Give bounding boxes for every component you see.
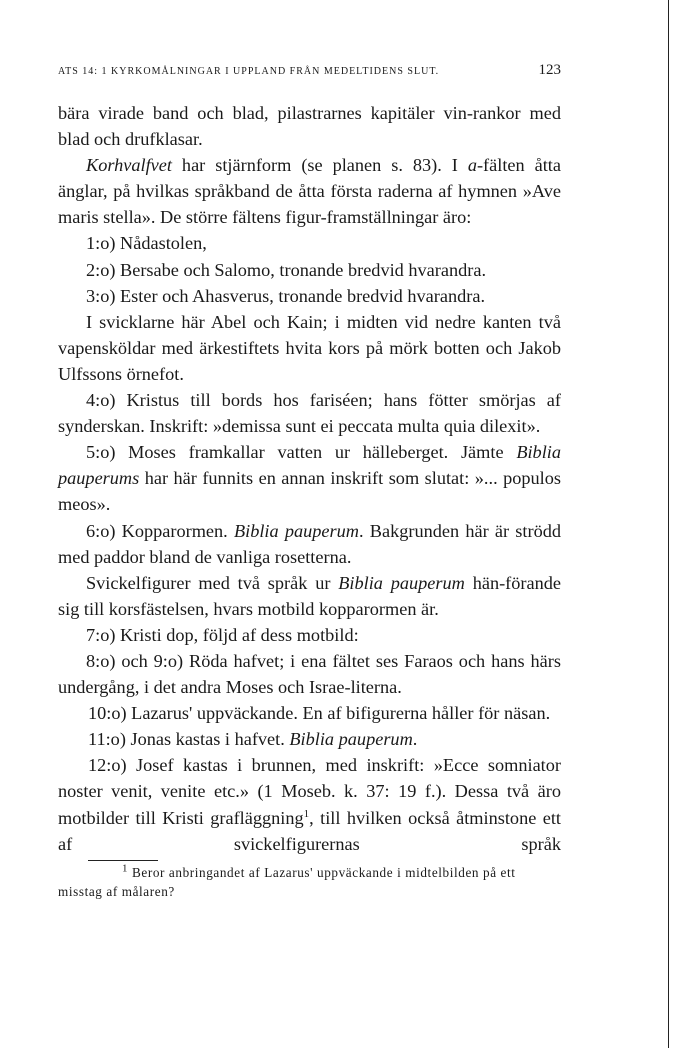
page-edge-rule xyxy=(668,0,669,1048)
footnote-text: Beror anbringandet af Lazarus' uppväckande i midtelbilden på ett misstag af målaren? xyxy=(58,864,516,899)
list-item: 5:o) Moses framkallar vatten ur hälleberget. Jämte Biblia pauperums har här funnits en annan inskrift som slutat: »... populos meos». xyxy=(58,442,561,515)
footnote xyxy=(58,863,561,901)
paragraph: I svicklarne här Abel och Kain; i midten vid nedre kanten två vapensköldar med ärkestiftets hvita kors på mörk botten och Jakob Ulfssons örnefot. xyxy=(58,311,561,384)
paragraph: bära virade band och blad, pilastrarnes kapitäler vin-rankor med blad och drufklasar. xyxy=(58,103,561,150)
list-item: 12:o) Josef kastas i brunnen, med inskrift: »Ecce somniator noster venit, venite etc.» (1 Moseb. k. 37: 19 f.). Dessa två äro motbilder till Kristi grafläggning$^1$, till hvilken också åtminstone ett af svickelfigurernas språk xyxy=(58,755,561,854)
page-number: 123 xyxy=(538,62,561,78)
body-text xyxy=(58,100,561,857)
list-item: 1:o) Nådastolen, xyxy=(86,233,207,254)
italic-term: Korhvalfvet xyxy=(86,155,172,176)
book-page xyxy=(58,62,561,901)
paragraph: Svickelfigurer med två språk ur Biblia pauperum hän-förande sig till korsfästelsen, hvars motbild kopparormen är. xyxy=(58,572,562,619)
italic-title: Biblia pauperum xyxy=(289,729,413,750)
list-item: 8:o) och 9:o) Röda hafvet; i ena fältet ses Faraos och hans härs undergång, i det andra Moses och Israe-literna. xyxy=(58,650,561,698)
footnote-reference: 1 xyxy=(303,807,310,820)
running-title: ATS 14: 1 KYRKOMÅLNINGAR I UPPLAND FRÅN MEDELTIDENS SLUT. xyxy=(58,66,440,77)
list-item: 3:o) Ester och Ahasverus, tronande bredvid hvarandra. xyxy=(86,285,486,306)
list-item: 10:o) Lazarus' uppväckande. En af bifigurerna håller för näsan. xyxy=(88,703,551,724)
paragraph: Korhvalfvet har stjärnform (se planen s. 83). I a-fälten åtta änglar, på hvilkas språkband de åtta första raderna af hymnen »Ave maris stella». De större fältens figur-framställningar äro: xyxy=(58,155,561,228)
italic-title: Biblia pauperum xyxy=(233,520,359,541)
italic-title: Biblia pauperums xyxy=(58,442,561,489)
italic-letter: a xyxy=(467,155,477,176)
list-item: 4:o) Kristus till bords hos fariséen; hans fötter smörjas af synderskan. Inskrift: »demissa sunt ei peccata multa quia dilexit». xyxy=(58,390,561,437)
list-item: 7:o) Kristi dop, följd af dess motbild: xyxy=(86,624,359,645)
footnote-divider xyxy=(88,860,158,861)
list-item: 11:o) Jonas kastas i hafvet. Biblia pauperum. xyxy=(88,729,418,750)
italic-title: Biblia pauperum xyxy=(338,572,465,593)
footnote-mark: 1 xyxy=(122,862,129,875)
list-item: 2:o) Bersabe och Salomo, tronande bredvid hvarandra. xyxy=(86,259,487,280)
running-header xyxy=(58,62,561,86)
list-item: 6:o) Kopparormen. Biblia pauperum. Bakgrunden här är strödd med paddor bland de vanliga rosetterna. xyxy=(58,520,561,567)
